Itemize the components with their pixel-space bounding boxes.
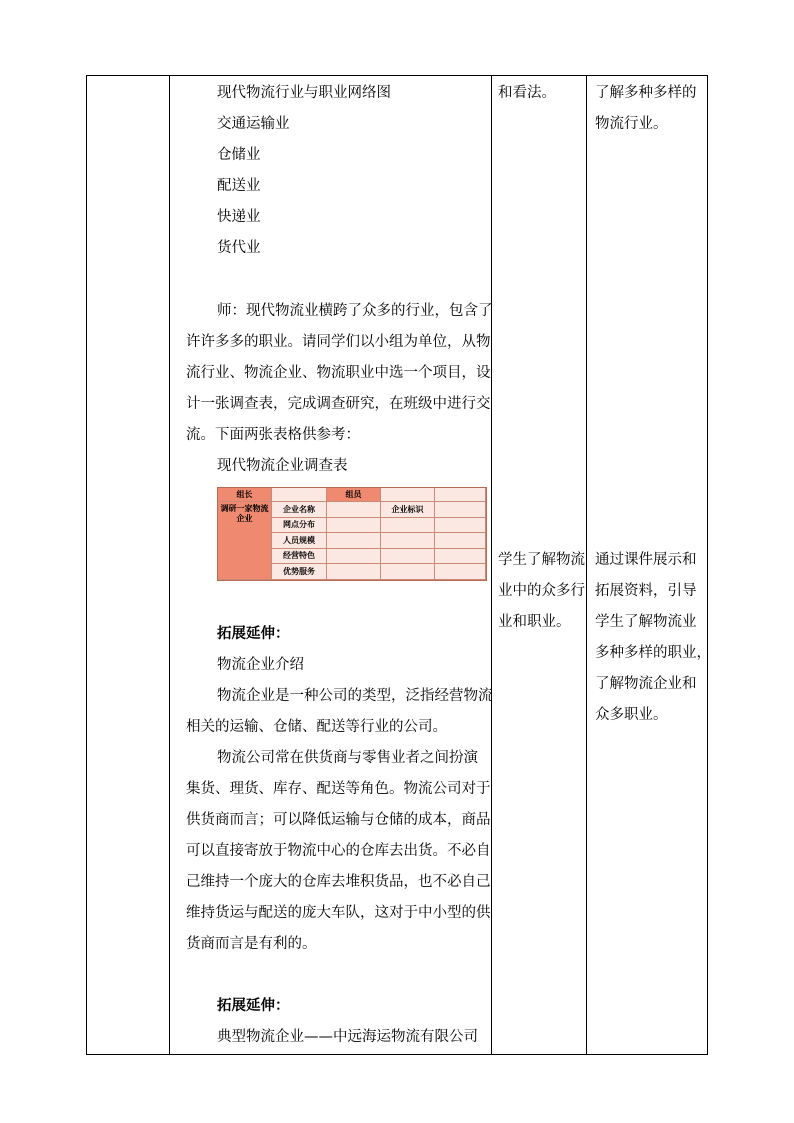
survey-cell-company-name: 企业名称 <box>272 502 327 518</box>
teacher-paragraph-line: 流。下面两张表格供参考： <box>186 427 360 443</box>
survey-cell-features: 经营特色 <box>272 549 327 564</box>
industry-item: 仓储业 <box>217 147 261 163</box>
survey-cell <box>381 549 435 564</box>
design-intent-line: 多种多样的职业， <box>595 645 711 661</box>
survey-cell-services: 优势服务 <box>272 564 327 580</box>
survey-cell-branches: 网点分布 <box>272 518 327 533</box>
survey-cell-staff-scale: 人员规模 <box>272 533 327 549</box>
industry-item: 交通运输业 <box>217 116 290 132</box>
design-intent-line: 拓展资料，引导 <box>595 583 697 599</box>
extension-paragraph-line: 维持货运与配送的庞大车队，这对于中小型的供 <box>186 905 491 921</box>
survey-cell-members: 组员 <box>327 488 381 502</box>
extension-paragraph-line: 货商而言是有利的。 <box>186 936 317 952</box>
survey-title: 现代物流企业调查表 <box>217 458 348 474</box>
extension-heading: 拓展延伸： <box>217 626 290 642</box>
extension-paragraph-line: 集货、理货、库存、配送等角色。物流公司对于 <box>186 781 491 797</box>
survey-cell <box>381 518 435 533</box>
survey-cell <box>435 518 486 533</box>
survey-cell <box>381 564 435 580</box>
design-intent-line: 物流行业。 <box>595 116 668 132</box>
design-intent-line: 众多职业。 <box>595 707 668 723</box>
survey-cell <box>435 502 486 518</box>
design-intent-line: 了解多种多样的 <box>595 85 697 101</box>
student-activity-text: 和看法。 <box>498 85 556 101</box>
student-activity-column <box>492 76 586 1054</box>
survey-cell <box>435 549 486 564</box>
industry-item: 配送业 <box>217 178 261 194</box>
survey-cell <box>327 518 381 533</box>
extension-paragraph-line: 物流公司常在供货商与零售业者之间扮演 <box>217 750 478 766</box>
extension-paragraph-line: 物流企业是一种公司的类型，泛指经营物流 <box>217 688 493 704</box>
teacher-paragraph-line: 师：现代物流业横跨了众多的行业，包含了 <box>217 303 493 319</box>
extension-paragraph-line: 供货商而言；可以降低运输与仓储的成本，商品 <box>186 812 491 828</box>
survey-cell <box>327 502 381 518</box>
student-activity-line: 学生了解物流 <box>498 552 585 568</box>
design-intent-line: 通过课件展示和 <box>595 552 697 568</box>
survey-cell <box>272 488 327 502</box>
design-intent-line: 学生了解物流业 <box>595 614 697 630</box>
teacher-paragraph-line: 计一张调查表，完成调查研究，在班级中进行交 <box>186 396 491 412</box>
survey-cell <box>327 549 381 564</box>
survey-cell <box>435 533 486 549</box>
survey-cell <box>435 564 486 580</box>
survey-cell <box>381 533 435 549</box>
student-activity-line: 业中的众多行 <box>498 583 585 599</box>
survey-cell-company-logo: 企业标识 <box>381 502 435 518</box>
network-diagram-title: 现代物流行业与职业网络图 <box>217 85 391 101</box>
survey-cell <box>381 488 435 502</box>
extension-subtitle: 物流企业介绍 <box>217 657 304 673</box>
teacher-paragraph-line: 流行业、物流企业、物流职业中选一个项目，设 <box>186 365 491 381</box>
extension-paragraph-line: 己维持一个庞大的仓库去堆积货品，也不必自己 <box>186 874 491 890</box>
industry-item: 货代业 <box>217 240 261 256</box>
extension-paragraph-line: 相关的运输、仓储、配送等行业的公司。 <box>186 719 447 735</box>
survey-cell <box>327 564 381 580</box>
teacher-paragraph-line: 许许多多的职业。请同学们以小组为单位，从物 <box>186 334 491 350</box>
survey-cell <box>435 488 486 502</box>
student-activity-line: 业和职业。 <box>498 614 571 630</box>
extension-paragraph-line: 可以直接寄放于物流中心的仓库去出货。不必自 <box>186 843 491 859</box>
lesson-table <box>86 75 711 1055</box>
survey-cell <box>327 533 381 549</box>
design-intent-line: 了解物流企业和 <box>595 676 697 692</box>
extension-subtitle: 典型物流企业——中远海运物流有限公司 <box>217 1029 478 1045</box>
industry-item: 快递业 <box>217 209 261 225</box>
survey-table <box>217 487 487 581</box>
design-intent-column <box>587 76 711 1054</box>
extension-heading: 拓展延伸： <box>217 998 290 1014</box>
survey-cell-research: 调研一家物流企业 <box>218 502 272 580</box>
teaching-content-column <box>169 76 491 1054</box>
survey-cell-group-leader: 组长 <box>218 488 272 502</box>
